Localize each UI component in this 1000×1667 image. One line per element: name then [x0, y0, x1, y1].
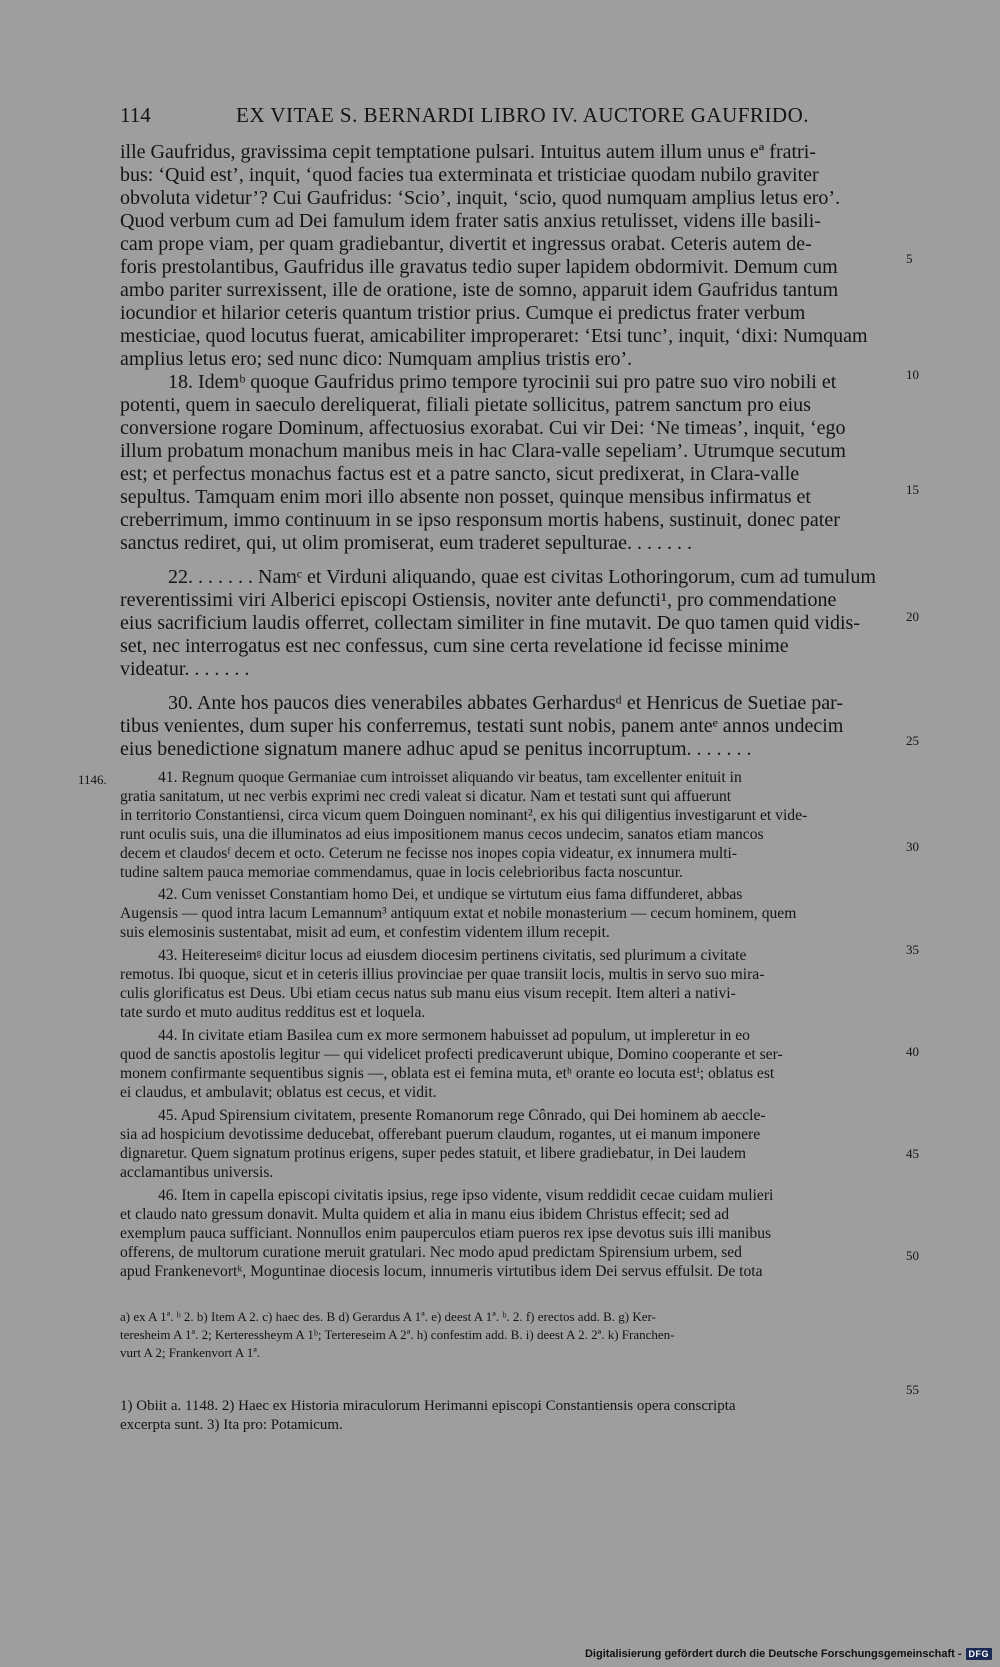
- text-line: foris prestolantibus, Gaufridus ille gravatus tedio super lapidem obdormivit. Demum cum: [120, 256, 838, 278]
- text-line: Quod verbum cum ad Dei famulum idem frater satis anxius retulisset, videns ille basili-: [120, 210, 821, 232]
- text-line: 46. Item in capella episcopi civitatis ipsius, rege ipso vidente, visum reddidit cecae cuidam mulieri: [158, 1187, 774, 1204]
- text-line: reverentissimi viri Alberici episcopi Ostiensis, noviter ante defuncti¹, pro commendatione: [120, 589, 837, 611]
- text-line: exemplum pauca sufficiant. Nonnullos enim pauperculos etiam pueros rex ipse devotus suis illi manibus: [120, 1225, 772, 1242]
- text-line: sanctus rediret, qui, ut olim promiserat, eum traderet sepulturae. . . . . . .: [120, 532, 693, 554]
- running-title: EX VITAE S. BERNARDI LIBRO IV. AUCTORE GAUFRIDO.: [236, 103, 810, 127]
- text-line: decem et claudosᶠ decem et octo. Ceterum ne fecisse nos inopes copia videatur, ex innumera multi-: [120, 845, 738, 862]
- line-number: 5: [906, 251, 913, 266]
- text-line: set, nec interrogatus est nec confessus, cum sine certa revelatione id fecisse minime: [120, 635, 789, 657]
- line-number: 15: [906, 482, 919, 497]
- line-number: 35: [906, 942, 919, 957]
- text-line: acclamantibus universis.: [120, 1164, 274, 1181]
- text-line: Augensis — quod intra lacum Lemannum³ antiquum extat et nobile monasterium — cecum hominem, quem: [120, 905, 797, 922]
- note-line: vurt A 2; Frankenvort A 1ª.: [120, 1345, 261, 1360]
- text-line: offerens, de multorum curatione meruit gratulari. Nec modo apud predictam Spirensium urbem, sed: [120, 1244, 742, 1261]
- text-line: bus: ‘Quid est’, inquit, ‘quod facies tua exterminata et tristiciae quodam nubilo graviter: [120, 164, 819, 186]
- line-number: 10: [906, 367, 919, 382]
- text-line: quod de sanctis apostolis legitur — qui videlicet profecti predicaverunt ubique, Domino cooperante et ser-: [120, 1046, 783, 1063]
- text-line: apud Frankenevortᵏ, Moguntinae diocesis locum, innumeris virtutibus idem Dei servus effulsit. De tota: [120, 1263, 763, 1280]
- line-number: 40: [906, 1044, 919, 1059]
- line-number: 45: [906, 1146, 919, 1161]
- margin-year: 1146.: [78, 772, 107, 787]
- digitization-credit: [585, 1648, 992, 1660]
- text-line: ille Gaufridus, gravissima cepit temptatione pulsari. Intuitus autem illum unus eª fratri-: [120, 141, 816, 163]
- text-line: videatur. . . . . . .: [120, 658, 250, 680]
- text-line: 22. . . . . . . Namᶜ et Virduni aliquando, quae est civitas Lothoringorum, cum ad tumulum: [168, 566, 876, 588]
- text-line: monem confirmante sequentibus signis —, oblata est ei femina muta, etʰ orante eo locuta estⁱ; oblatus est: [120, 1065, 775, 1082]
- line-number: 20: [906, 609, 919, 624]
- line-number: 55: [906, 1382, 919, 1397]
- text-line: iocundior et hilarior ceteris quantum tristior prius. Cumque ei predictus frater verbum: [120, 302, 806, 324]
- text-line: 43. Heitereseimᵍ dicitur locus ad eiusdem diocesim pertinens civitatis, sed plurimum a civitate: [158, 947, 747, 964]
- text-line: sia ad hospicium devotissime deducebat, offerebant puerum claudum, rogantes, ut ei manum imponere: [120, 1126, 761, 1143]
- text-line: tate surdo et muto auditus redditus est et loquela.: [120, 1004, 426, 1021]
- text-line: illum probatum monachum manibus meis in hac Clara-valle sepeliam’. Utrumque secutum: [120, 440, 846, 462]
- text-line: tudine saltem pauca memoriae commendamus, quae in locis celebrioribus facta noscuntur.: [120, 864, 683, 881]
- text-line: et claudo nato gressum donavit. Multa quidem et alia in manu eius ibidem Christus effecit; sed ad: [120, 1206, 730, 1223]
- text-line: in territorio Constantiensi, circa vicum quem Doinguen nominant², ex his qui diligentius investigarunt et vide-: [120, 807, 808, 824]
- text-line: eius benedictione signatum manere adhuc apud se penitus incorruptum. . . . . . .: [120, 738, 752, 760]
- line-number: 50: [906, 1248, 919, 1263]
- text-line: 45. Apud Spirensium civitatem, presente Romanorum rege Cônrado, qui Dei hominem ab aeccle-: [158, 1107, 766, 1124]
- text-line: dignaretur. Quem signatum protinus erigens, super pedes statuit, et libere gradiebatur, in Dei laudem: [120, 1145, 746, 1162]
- text-line: culis glorificatus est Deus. Ubi etiam cecus natus sub manu eius visum recepit. Item alteri a nativi-: [120, 985, 736, 1002]
- dfg-logo: DFG: [966, 1648, 993, 1660]
- text-line: 41. Regnum quoque Germaniae cum introisset aliquando vir beatus, tam excellenter enituit in: [158, 769, 742, 786]
- footnote-line: 1) Obiit a. 1148. 2) Haec ex Historia miraculorum Herimanni episcopi Constantiensis opera conscripta: [120, 1398, 736, 1414]
- page-number: 114: [120, 103, 151, 127]
- line-number: 30: [906, 839, 919, 854]
- text-line: tibus venientes, dum super his conferremus, testati sunt nobis, panem anteᵉ annos undecim: [120, 715, 844, 737]
- footnote-line: excerpta sunt. 3) Ita pro: Potamicum.: [120, 1417, 343, 1433]
- text-line: est; et perfectus monachus factus est et a patre sancto, sicut predixerat, in Clara-valle: [120, 463, 800, 485]
- text-line: cam prope viam, per quam gradiebantur, divertit et ingressus orabat. Ceteris autem de-: [120, 233, 812, 255]
- text-line: suis elemosinis sustentabat, misit ad eum, et confestim videntem illum recepit.: [120, 924, 610, 941]
- text-line: sepultus. Tamquam enim mori illo absente non posset, quinque mensibus infirmatus et: [120, 486, 811, 508]
- text-line: eius sacrificium laudis offerret, collectam similiter in fine mutavit. De quo tamen quid vidis-: [120, 612, 860, 634]
- text-line: mesticiae, quod locutus fuerat, amicabiliter improperaret: ‘Etsi tunc’, inquit, ‘dixi: Numquam: [120, 325, 868, 347]
- text-line: creberrimum, immo continuum in se ipso responsum mortis habens, sustinuit, donec pater: [120, 509, 840, 531]
- text-line: ei claudus, et ambulavit; oblatus est cecus, et vidit.: [120, 1084, 437, 1101]
- text-line: 44. In civitate etiam Basilea cum ex more sermonem habuisset ad populum, ut impleretur in eo: [158, 1027, 750, 1044]
- text-line: remotus. Ibi quoque, sicut et in ceteris illius provinciae per quae transiit locis, multis in servo suo mira-: [120, 966, 765, 983]
- text-line: 18. Idemᵇ quoque Gaufridus primo tempore tyrocinii sui pro patre suo viro nobili et: [168, 371, 837, 393]
- text-line: runt oculis suis, una die illuminatos ad eius impositionem manus cecos undecim, sanatos etiam mancos: [120, 826, 764, 843]
- text-line: obvoluta videtur’? Cui Gaufridus: ‘Scio’, inquit, ‘scio, quod numquam amplius letus ero’.: [120, 187, 841, 209]
- text-line: conversione rogare Dominum, affectuosius exorabat. Cui vir Dei: ‘Ne timeas’, inquit, ‘ego: [120, 417, 846, 439]
- line-number: 25: [906, 733, 919, 748]
- text-line: 30. Ante hos paucos dies venerabiles abbates Gerhardusᵈ et Henricus de Suetiae par-: [168, 692, 844, 714]
- text-line: gratia sanitatum, ut nec verbis exprimi nec credi valeat si dicatur. Nam et testati sunt qui affuerunt: [120, 788, 732, 805]
- text-line: 42. Cum venisset Constantiam homo Dei, et undique se virtutum eius fama diffunderet, abbas: [158, 886, 743, 903]
- text-line: potenti, quem in saeculo dereliquerat, filiali pietate sollicitus, patrem sanctum pro eius: [120, 394, 811, 416]
- note-line: a) ex A 1ª. ᵇ 2. b) Item A 2. c) haec des. B d) Gerardus A 1ª. e) deest A 1ª. ᵇ. 2. f) erectos add. B. g) Ker-: [120, 1309, 656, 1324]
- credit-text: Digitalisierung gefördert durch die Deutsche Forschungsgemeinschaft -: [584, 1648, 962, 1660]
- note-line: teresheim A 1ª. 2; Kerteressheym A 1ᵇ; Tertereseim A 2ª. h) confestim add. B. i) deest A 2. 2ª. k) Franchen-: [120, 1327, 675, 1342]
- text-line: amplius letus ero; sed nunc dico: Numquam amplius tristis ero’.: [120, 348, 633, 370]
- text-line: ambo pariter surrexissent, ille de oratione, iste de somno, apparuit idem Gaufridus tantum: [120, 279, 839, 301]
